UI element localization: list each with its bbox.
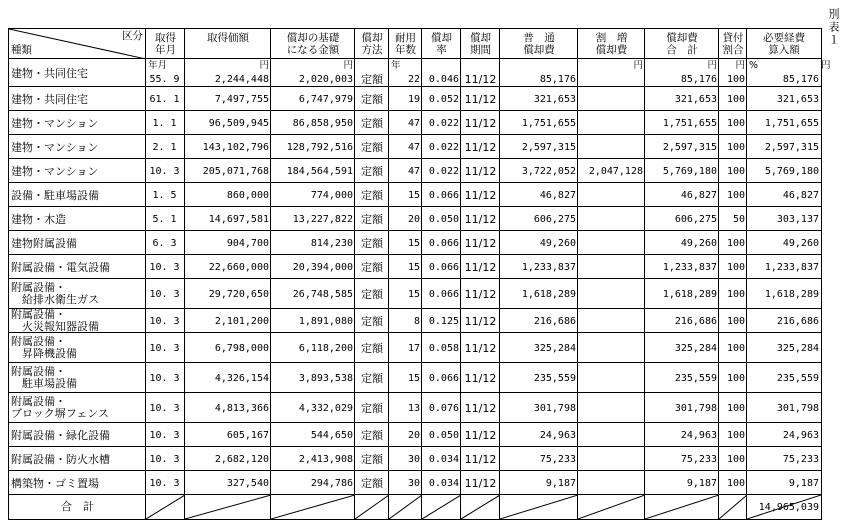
cell-total: 24,963 [680,429,717,441]
cell-rate: 0.034 [428,477,459,489]
cell-date: 2. 1 [152,141,177,153]
cell-kind: 附属設備・ 昇降機設備 [11,335,77,360]
cell-acquisition: 605,167 [226,429,269,441]
header-expense: 必要経費 算入額 [763,32,805,56]
cell-kind: 建物・マンション [11,140,99,154]
cell-period: 11/12 [464,236,497,250]
unit-label: 円 [707,60,717,71]
cell-acquisition: 7,497,755 [214,93,269,105]
cell-normal: 1,618,289 [521,288,576,300]
cell-date: 1. 1 [152,117,177,129]
cell-kind: 附属設備・電気設備 [11,260,110,274]
cell-total: 85,176 [680,73,717,85]
cell-method: 定額 [361,287,383,301]
cell-method: 定額 [361,236,383,250]
cell-expense: 325,284 [776,342,819,354]
cell-base: 20,394,000 [292,261,353,273]
cell-rate: 0.046 [428,73,459,85]
cell-date: 10. 3 [149,261,180,273]
cell-date: 10. 3 [149,288,180,300]
header-life: 耐用 年数 [395,32,416,56]
cell-normal: 216,686 [533,315,576,327]
cell-date: 10. 3 [149,315,180,327]
cell-acquisition: 143,102,796 [202,141,269,153]
cell-acquisition: 6,798,000 [214,342,269,354]
cell-total: 216,686 [674,315,717,327]
cell-expense: 49,260 [782,237,819,249]
cell-kind: 附属設備・ ブロック塀フェンス [11,395,109,420]
cell-base: 2,020,003 [298,73,353,85]
cell-extra [578,333,645,363]
cell-share: 100 [726,117,745,129]
cell-total: 1,233,837 [662,261,717,273]
unit-label: 円 [259,60,269,71]
unit-label: 円 [343,60,353,71]
cell-life: 15 [407,261,420,273]
cell-total: 325,284 [674,342,717,354]
cell-share: 100 [726,288,745,300]
cell-total: 75,233 [680,453,717,465]
cell-acquisition: 29,720,650 [208,288,269,300]
cell-life: 47 [407,141,420,153]
total-empty-slash [578,495,645,519]
cell-life: 22 [407,73,420,85]
unit-label: % [749,60,759,71]
cell-extra [578,309,645,333]
cell-share: 100 [726,342,745,354]
cell-date: 10. 3 [149,429,180,441]
cell-period: 11/12 [464,260,497,274]
header-method: 償却 方法 [361,32,383,56]
cell-kind: 建物・木造 [11,212,66,226]
cell-total: 46,827 [680,189,717,201]
header-division-label: 区分 [122,30,143,42]
cell-rate: 0.022 [428,165,459,177]
cell-kind: 附属設備・防火水槽 [11,452,110,466]
cell-period: 11/12 [464,371,497,385]
cell-total: 9,187 [686,477,717,489]
cell-life: 15 [407,288,420,300]
cell-method: 定額 [361,164,383,178]
cell-period: 11/12 [464,212,497,226]
total-expense: 14,965,039 [758,501,819,513]
cell-base: 294,786 [310,477,353,489]
cell-normal: 1,751,655 [521,117,576,129]
cell-base: 4,332,029 [298,402,353,414]
cell-extra [578,135,645,159]
cell-life: 20 [407,213,420,225]
cell-base: 3,893,538 [298,372,353,384]
cell-method: 定額 [361,212,383,226]
cell-life: 15 [407,372,420,384]
cell-extra [578,87,645,111]
unit-label: 円 [821,60,831,71]
cell-expense: 321,653 [776,93,819,105]
cell-kind: 設備・駐車場設備 [11,188,99,202]
total-empty-slash [500,495,578,519]
cell-date: 1. 5 [152,189,177,201]
header-total: 償却費 合 計 [666,32,698,56]
cell-normal: 301,798 [533,402,576,414]
cell-share: 100 [726,315,745,327]
cell-kind: 附属設備・ 駐車場設備 [11,365,77,390]
cell-rate: 0.050 [428,213,459,225]
cell-normal: 606,275 [533,213,576,225]
cell-acquisition: 2,244,448 [214,73,269,85]
total-empty-slash [719,495,747,519]
cell-total: 1,618,289 [662,288,717,300]
cell-date: 61. 1 [149,93,180,105]
cell-acquisition: 4,813,366 [214,402,269,414]
cell-normal: 321,653 [533,93,576,105]
cell-share: 100 [726,165,745,177]
cell-expense: 216,686 [776,315,819,327]
cell-expense: 303,137 [776,213,819,225]
cell-method: 定額 [361,260,383,274]
cell-base: 6,747,979 [298,93,353,105]
cell-life: 47 [407,165,420,177]
cell-share: 100 [726,402,745,414]
cell-base: 2,413,908 [298,453,353,465]
cell-date: 10. 3 [149,372,180,384]
header-rate: 償却 率 [431,32,452,56]
cell-method: 定額 [361,92,383,106]
cell-share: 100 [726,93,745,105]
cell-rate: 0.022 [428,117,459,129]
cell-rate: 0.066 [428,372,459,384]
cell-kind: 建物・マンション [11,116,99,130]
cell-acquisition: 2,682,120 [214,453,269,465]
cell-method: 定額 [361,476,383,490]
cell-total: 606,275 [674,213,717,225]
cell-base: 1,891,080 [298,315,353,327]
cell-expense: 1,618,289 [764,288,819,300]
total-empty-slash [645,495,719,519]
cell-life: 19 [407,93,420,105]
cell-kind: 構築物・ゴミ置場 [11,476,99,490]
cell-base: 6,118,200 [298,342,353,354]
header-acquisition: 取得価額 [207,32,249,44]
appendix-label: 別表１ [827,8,840,47]
header-date: 取得 年月 [155,32,176,56]
cell-extra [578,255,645,279]
cell-life: 15 [407,189,420,201]
cell-share: 100 [726,189,745,201]
cell-normal: 49,260 [539,237,576,249]
cell-share: 100 [726,372,745,384]
cell-extra [578,111,645,135]
cell-normal: 1,233,837 [521,261,576,273]
cell-date: 10. 3 [149,453,180,465]
cell-total: 301,798 [674,402,717,414]
cell-expense: 2,597,315 [764,141,819,153]
cell-base: 774,000 [310,189,353,201]
cell-method: 定額 [361,371,383,385]
cell-period: 11/12 [464,188,497,202]
cell-method: 定額 [361,341,383,355]
cell-rate: 0.125 [428,315,459,327]
total-label: 合 計 [61,500,94,513]
cell-kind: 附属設備・緑化設備 [11,428,110,442]
cell-share: 100 [726,73,745,85]
cell-extra [578,363,645,393]
cell-life: 30 [407,477,420,489]
total-empty-slash [461,495,500,519]
cell-total: 5,769,180 [662,165,717,177]
cell-date: 10. 3 [149,477,180,489]
cell-normal: 235,559 [533,372,576,384]
cell-life: 13 [407,402,420,414]
cell-extra [578,183,645,207]
cell-base: 26,748,585 [292,288,353,300]
cell-total: 2,597,315 [662,141,717,153]
cell-total: 1,751,655 [662,117,717,129]
cell-period: 11/12 [464,92,497,106]
cell-rate: 0.034 [428,453,459,465]
total-empty-slash [271,495,355,519]
cell-life: 17 [407,342,420,354]
unit-label: 円 [633,60,643,71]
cell-base: 814,230 [310,237,353,249]
cell-method: 定額 [361,314,383,328]
cell-period: 11/12 [464,140,497,154]
cell-acquisition: 860,000 [226,189,269,201]
cell-rate: 0.022 [428,141,459,153]
cell-expense: 235,559 [776,372,819,384]
cell-share: 100 [726,453,745,465]
cell-expense: 301,798 [776,402,819,414]
cell-method: 定額 [361,116,383,130]
cell-life: 15 [407,237,420,249]
cell-share: 100 [726,429,745,441]
cell-date: 5. 1 [152,213,177,225]
header-base: 償却の基礎 になる金額 [286,32,340,56]
cell-normal: 2,597,315 [521,141,576,153]
cell-extra [578,279,645,309]
header-normal: 普 通 償却費 [523,32,555,56]
cell-rate: 0.066 [428,261,459,273]
cell-base: 544,650 [310,429,353,441]
cell-acquisition: 327,540 [226,477,269,489]
cell-kind: 建物・共同住宅 [11,66,88,80]
cell-period: 11/12 [464,428,497,442]
cell-rate: 0.050 [428,429,459,441]
cell-acquisition: 4,326,154 [214,372,269,384]
cell-kind: 建物・共同住宅 [11,92,88,106]
cell-date: 10. 3 [149,342,180,354]
cell-date: 10. 3 [149,165,180,177]
cell-normal: 9,187 [545,477,576,489]
cell-acquisition: 2,101,200 [214,315,269,327]
header-kind-label: 種類 [11,44,32,56]
cell-share: 100 [726,237,745,249]
cell-share: 100 [726,141,745,153]
cell-date: 6. 3 [152,237,177,249]
cell-acquisition: 22,660,000 [208,261,269,273]
cell-method: 定額 [361,72,383,86]
cell-period: 11/12 [464,452,497,466]
cell-expense: 9,187 [788,477,819,489]
cell-method: 定額 [361,401,383,415]
cell-life: 47 [407,117,420,129]
cell-expense: 85,176 [782,73,819,85]
cell-normal: 24,963 [539,429,576,441]
cell-total: 235,559 [674,372,717,384]
cell-share: 50 [732,213,745,225]
cell-period: 11/12 [464,341,497,355]
cell-extra [578,393,645,423]
cell-period: 11/12 [464,314,497,328]
cell-period: 11/12 [464,401,497,415]
cell-normal: 46,827 [539,189,576,201]
header-extra: 割 増 償却費 [595,32,628,56]
cell-method: 定額 [361,140,383,154]
header-period: 償却 期間 [470,32,491,56]
cell-period: 11/12 [464,476,497,490]
cell-normal: 3,722,052 [521,165,576,177]
cell-date: 55. 9 [149,73,180,85]
cell-base: 13,227,822 [292,213,353,225]
cell-method: 定額 [361,452,383,466]
cell-normal: 75,233 [539,453,576,465]
total-empty-slash [355,495,389,519]
cell-extra [578,471,645,495]
total-empty-slash [389,495,422,519]
cell-total: 49,260 [680,237,717,249]
depreciation-table [8,28,831,520]
cell-expense: 75,233 [782,453,819,465]
cell-date: 10. 3 [149,402,180,414]
cell-kind: 附属設備・ 給排水衛生ガス [11,281,99,306]
unit-label: 年月 [148,60,168,71]
cell-period: 11/12 [464,287,497,301]
cell-extra [578,207,645,231]
cell-method: 定額 [361,428,383,442]
cell-acquisition: 96,509,945 [208,117,269,129]
total-empty-slash [146,495,185,519]
total-empty-slash [185,495,271,519]
cell-acquisition: 904,700 [226,237,269,249]
cell-expense: 1,233,837 [764,261,819,273]
cell-expense: 5,769,180 [764,165,819,177]
cell-normal: 325,284 [533,342,576,354]
total-empty-slash [422,495,461,519]
cell-expense: 24,963 [782,429,819,441]
cell-kind: 建物・マンション [11,164,99,178]
cell-share: 100 [726,261,745,273]
cell-extra [578,231,645,255]
cell-life: 8 [413,315,420,327]
cell-rate: 0.066 [428,288,459,300]
cell-method: 定額 [361,188,383,202]
cell-acquisition: 205,071,768 [202,165,269,177]
cell-period: 11/12 [464,116,497,130]
cell-period: 11/12 [464,164,497,178]
cell-rate: 0.066 [428,189,459,201]
cell-expense: 1,751,655 [764,117,819,129]
cell-extra [578,71,645,87]
cell-kind: 建物附属設備 [11,236,77,250]
cell-normal: 85,176 [539,73,576,85]
cell-expense: 46,827 [782,189,819,201]
cell-base: 184,564,591 [286,165,353,177]
cell-life: 20 [407,429,420,441]
cell-rate: 0.066 [428,237,459,249]
unit-label: 円 [735,60,745,71]
cell-extra [578,423,645,447]
cell-base: 128,792,516 [286,141,353,153]
cell-extra: 2,047,128 [588,165,643,177]
unit-label: 年 [391,60,401,71]
cell-share: 100 [726,477,745,489]
cell-period: 11/12 [464,72,497,86]
header-share: 貸付 割合 [722,32,744,56]
cell-acquisition: 14,697,581 [208,213,269,225]
cell-life: 30 [407,453,420,465]
cell-rate: 0.058 [428,342,459,354]
cell-rate: 0.076 [428,402,459,414]
cell-rate: 0.052 [428,93,459,105]
cell-extra [578,447,645,471]
cell-kind: 附属設備・ 火災報知器設備 [11,309,99,333]
cell-total: 321,653 [674,93,717,105]
cell-base: 86,858,950 [292,117,353,129]
